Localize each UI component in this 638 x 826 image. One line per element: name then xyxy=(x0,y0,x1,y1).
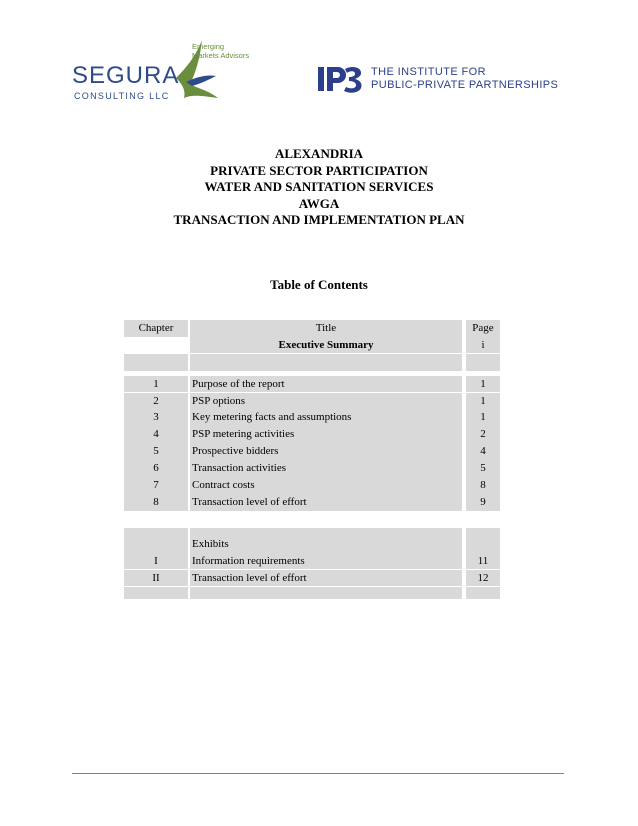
segura-logo xyxy=(72,38,287,108)
toc-row[interactable] xyxy=(124,553,500,570)
row-page: 2 xyxy=(466,426,500,443)
row-title: PSP options xyxy=(190,393,462,410)
toc-row[interactable] xyxy=(124,409,500,426)
toc-table xyxy=(124,320,500,599)
toc-spacer-row xyxy=(124,354,500,371)
row-page: 1 xyxy=(466,409,500,426)
spacer-cell xyxy=(466,354,500,371)
exec-title: Executive Summary xyxy=(190,337,462,354)
ip3-mark-icon xyxy=(318,64,366,94)
toc-heading: Table of Contents xyxy=(270,277,368,292)
spacer-cell xyxy=(124,528,188,536)
spacer-cell xyxy=(190,587,462,599)
row-page: 8 xyxy=(466,477,500,494)
row-page: 9 xyxy=(466,494,500,511)
title-line-2: PRIVATE SECTOR PARTICIPATION xyxy=(210,162,428,178)
row-title: Transaction level of effort xyxy=(190,494,462,511)
spacer-cell xyxy=(124,354,188,371)
document-title xyxy=(0,146,638,229)
header-chapter: Chapter xyxy=(124,320,188,337)
header-title: Title xyxy=(190,320,462,337)
toc-row[interactable] xyxy=(124,443,500,460)
row-page: 1 xyxy=(466,393,500,410)
row-title: Prospective bidders xyxy=(190,443,462,460)
exhibits-label: Exhibits xyxy=(190,536,462,553)
spacer-cell xyxy=(466,528,500,536)
row-page: 1 xyxy=(466,376,500,393)
row-title: Transaction level of effort xyxy=(190,570,462,587)
toc-spacer-row xyxy=(124,587,500,599)
segura-wordmark: SEGURA xyxy=(72,62,180,89)
ip3-name xyxy=(371,66,558,92)
row-chapter: 3 xyxy=(124,409,188,426)
segura-tagline xyxy=(192,42,249,60)
row-title: Key metering facts and assumptions xyxy=(190,409,462,426)
footer-rule xyxy=(72,773,564,774)
toc-row[interactable] xyxy=(124,426,500,443)
spacer-cell xyxy=(190,354,462,371)
exhibits-chapter xyxy=(124,536,188,553)
row-title: Purpose of the report xyxy=(190,376,462,393)
row-chapter: 7 xyxy=(124,477,188,494)
row-page: 4 xyxy=(466,443,500,460)
toc-row[interactable] xyxy=(124,494,500,511)
ip3-name-line1: THE INSTITUTE FOR xyxy=(371,66,486,78)
toc-blank-row xyxy=(124,511,500,528)
toc-header-row xyxy=(124,320,500,337)
toc-row[interactable] xyxy=(124,570,500,587)
row-chapter: II xyxy=(124,570,188,587)
toc-row[interactable] xyxy=(124,393,500,410)
title-line-1: ALEXANDRIA xyxy=(274,146,364,161)
toc-spacer-row xyxy=(124,528,500,536)
row-chapter: 6 xyxy=(124,460,188,477)
row-page: 11 xyxy=(466,553,500,570)
exec-page: i xyxy=(466,337,500,354)
title-line-3: WATER AND SANITATION SERVICES xyxy=(204,179,434,194)
segura-subtitle: CONSULTING LLC xyxy=(74,91,170,101)
exec-chapter xyxy=(124,337,188,354)
row-title: Transaction activities xyxy=(190,460,462,477)
spacer-cell xyxy=(124,587,188,599)
row-chapter: 5 xyxy=(124,443,188,460)
segura-tagline-line1: Emerging xyxy=(192,42,225,51)
spacer-cell xyxy=(190,528,462,536)
header-page: Page xyxy=(466,320,500,337)
row-chapter: 1 xyxy=(124,376,188,393)
toc-row[interactable] xyxy=(124,460,500,477)
row-title: Contract costs xyxy=(190,477,462,494)
title-line-5: TRANSACTION AND IMPLEMENTATION PLAN xyxy=(173,212,465,227)
row-title: Information requirements xyxy=(190,553,462,570)
row-chapter: 2 xyxy=(124,393,188,410)
ip3-logo xyxy=(318,64,558,98)
toc-exhibits-label-row xyxy=(124,536,500,553)
row-page: 5 xyxy=(466,460,500,477)
toc-row[interactable] xyxy=(124,477,500,494)
toc-row[interactable] xyxy=(124,376,500,393)
title-line-4: AWGA xyxy=(298,195,340,211)
ip3-name-line2: PUBLIC-PRIVATE PARTNERSHIPS xyxy=(371,79,559,91)
row-title: PSP metering activities xyxy=(190,426,462,443)
row-page: 12 xyxy=(466,570,500,587)
toc-exec-row[interactable] xyxy=(124,337,500,354)
segura-tagline-line2: Markets Advisors xyxy=(192,51,250,60)
spacer-cell xyxy=(466,587,500,599)
row-chapter: 4 xyxy=(124,426,188,443)
exhibits-page xyxy=(466,536,500,553)
row-chapter: I xyxy=(124,553,188,570)
row-chapter: 8 xyxy=(124,494,188,511)
